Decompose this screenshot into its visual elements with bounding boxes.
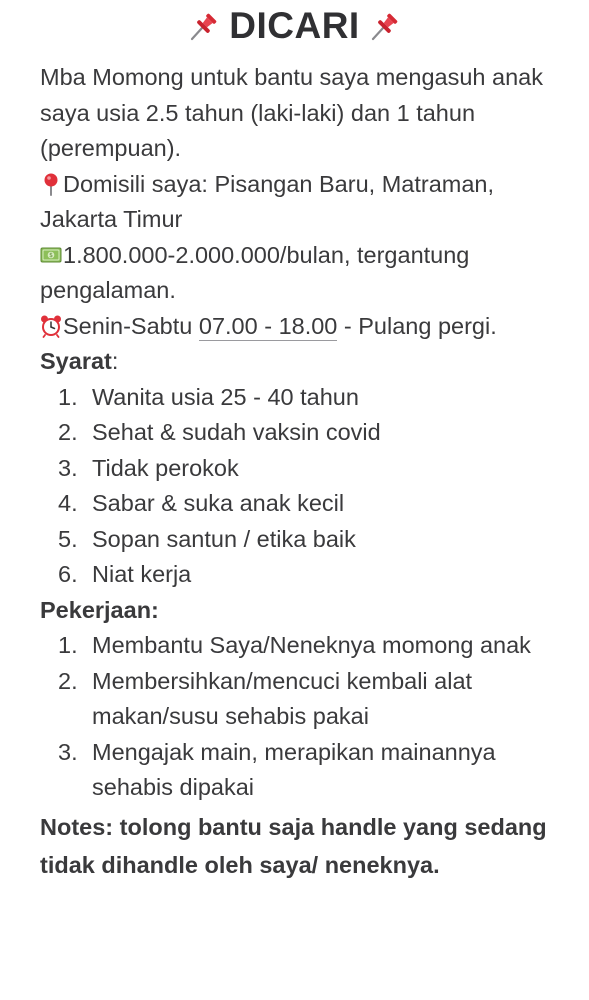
list-item-text: Membersihkan/mencuci kembali alat makan/susu sehabis pakai <box>92 667 473 729</box>
domicile-line <box>40 167 570 238</box>
round-pushpin-icon <box>40 172 62 196</box>
list-item <box>40 486 570 522</box>
schedule-suffix: - Pulang pergi. <box>337 312 497 339</box>
requirements-list <box>40 380 570 593</box>
list-item <box>40 628 570 664</box>
list-item <box>40 664 570 735</box>
schedule-hours: 07.00 - 18.00 <box>198 312 338 339</box>
title-row <box>0 2 589 50</box>
jobs-heading: Pekerjaan: <box>40 596 159 623</box>
jobs-list <box>40 628 570 806</box>
list-number: 3. <box>58 738 78 765</box>
schedule-line <box>40 309 570 345</box>
list-number: 4. <box>58 490 78 516</box>
requirements-heading <box>40 344 570 380</box>
list-number: 6. <box>58 561 78 587</box>
list-item-text: Sabar & suka anak kecil <box>92 490 345 516</box>
list-item-text: Niat kerja <box>92 561 192 587</box>
alarm-clock-icon <box>40 314 62 338</box>
list-number: 3. <box>58 454 78 481</box>
list-item <box>40 522 570 558</box>
svg-text:$: $ <box>49 251 53 259</box>
schedule-days: Senin-Sabtu <box>63 312 199 339</box>
pushpin-icon <box>187 9 221 43</box>
page-title: DICARI <box>229 5 360 46</box>
list-item-text: Sehat & sudah vaksin covid <box>92 419 381 445</box>
list-item <box>40 735 570 806</box>
list-item <box>40 451 570 487</box>
salary-text: 1.800.000-2.000.000/bulan, tergantung pengalaman. <box>40 241 470 303</box>
list-item <box>40 557 570 593</box>
list-item <box>40 380 570 416</box>
money-icon <box>40 243 62 267</box>
list-item-text: Membantu Saya/Neneknya momong anak <box>92 632 531 658</box>
list-number: 1. <box>58 632 78 658</box>
post-body <box>40 60 570 884</box>
notes-text: Notes: tolong bantu saja handle yang sedang tidak dihandle oleh saya/ neneknya. <box>40 813 547 878</box>
requirements-heading-text: Syarat <box>40 348 112 374</box>
intro-text: Mba Momong untuk bantu saya mengasuh anak saya usia 2.5 tahun (laki-laki) dan 1 tahun (perempuan). <box>40 64 543 161</box>
pushpin-icon <box>368 9 402 43</box>
list-item-text: Sopan santun / etika baik <box>92 525 356 552</box>
list-item-text: Mengajak main, merapikan mainannya sehabis dipakai <box>92 738 496 800</box>
requirements-heading-colon: : <box>111 348 119 374</box>
list-number: 5. <box>58 525 78 552</box>
list-item <box>40 415 570 451</box>
domicile-text: Domisili saya: Pisangan Baru, Matraman, Jakarta Timur <box>40 170 495 232</box>
salary-line <box>40 238 570 309</box>
list-item-text: Tidak perokok <box>92 454 239 481</box>
list-number: 2. <box>58 667 78 694</box>
list-number: 1. <box>58 383 78 410</box>
list-item-text: Wanita usia 25 - 40 tahun <box>92 383 359 410</box>
list-number: 2. <box>58 419 78 445</box>
